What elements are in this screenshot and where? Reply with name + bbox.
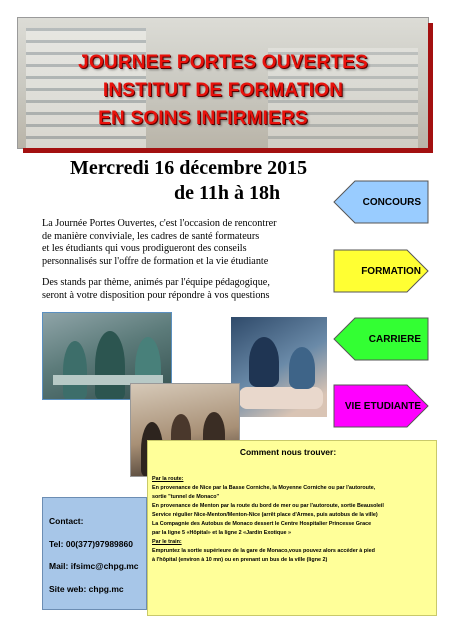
directions-line: En provenance de Menton par la route du bord de mer ou par l'autoroute, sortie Beausoleil xyxy=(152,503,384,509)
intro-paragraph xyxy=(42,218,302,268)
directions-title: Comment nous trouver: xyxy=(239,447,337,457)
intro-line: seront à votre disposition pour répondre à vos questions xyxy=(42,289,270,301)
tag-label: FORMATION xyxy=(361,265,421,277)
contact-phone: Tel: 00(377)97989860 xyxy=(49,538,133,549)
intro-line: de manière conviviale, les cadres de santé formateurs xyxy=(42,230,260,242)
contact-website: Site web: chpg.mc xyxy=(49,583,124,594)
directions-box xyxy=(147,440,437,616)
tag-label: VIE ETUDIANTE xyxy=(344,400,421,412)
header-banner xyxy=(18,18,428,148)
contact-email: Mail: ifsimc@chpg.mc xyxy=(49,561,139,571)
banner-title-line: INSTITUT DE FORMATION xyxy=(102,80,344,101)
directions-line: sortie "tunnel de Monaco" xyxy=(152,494,220,500)
tag-label: CONCOURS xyxy=(362,196,421,208)
directions-line: à l'hôpital (environ à 10 mn) ou en prenant un bus de la ville (ligne 2) xyxy=(152,557,328,563)
directions-heading: Par la route: xyxy=(152,476,184,482)
nursing-photo xyxy=(231,317,327,417)
directions-heading: Par le train: xyxy=(152,539,182,545)
tag-concours xyxy=(333,180,429,224)
directions-line: par la ligne 5 «Hôpital» et la ligne 2 «Jardin Exotique » xyxy=(152,530,292,536)
tag-vie-etudiante xyxy=(333,384,429,428)
contact-title: Contact: xyxy=(49,516,84,526)
tag-carriere xyxy=(333,317,429,361)
intro-line: personnalisés sur l'offre de formation et la vie étudiante xyxy=(42,255,269,267)
directions-line: Service régulier Nice-Menton/Menton-Nice (arrêt place d'Armes, puis autobus de la ville) xyxy=(152,512,378,518)
event-hours: de 11h à 18h xyxy=(174,182,281,204)
event-date: Mercredi 16 décembre 2015 xyxy=(70,157,308,179)
banner-title-line: EN SOINS INFIRMIERS xyxy=(98,108,308,129)
tag-label: CARRIERE xyxy=(368,333,421,345)
banner-title-line: JOURNEE PORTES OUVERTES xyxy=(78,52,368,73)
intro-line: Des stands par thème, animés par l'équipe pédagogique, xyxy=(42,277,270,288)
intro-line: La Journée Portes Ouvertes, c'est l'occasion de rencontrer xyxy=(42,218,277,229)
directions-line: Empruntez la sortie supérieure de la gare de Monaco,vous pouvez alors accéder à pied xyxy=(152,548,375,554)
directions-line: La Compagnie des Autobus de Monaco dessert le Centre Hospitalier Princesse Grace xyxy=(152,521,372,527)
tag-formation xyxy=(333,249,429,293)
stands-paragraph xyxy=(42,277,302,302)
contact-box xyxy=(42,497,147,610)
directions-line: En provenance de Nice par la Basse Corniche, la Moyenne Corniche ou par l'autoroute, xyxy=(152,485,376,491)
intro-line: et les étudiants qui vous prodigueront des conseils xyxy=(42,243,247,255)
